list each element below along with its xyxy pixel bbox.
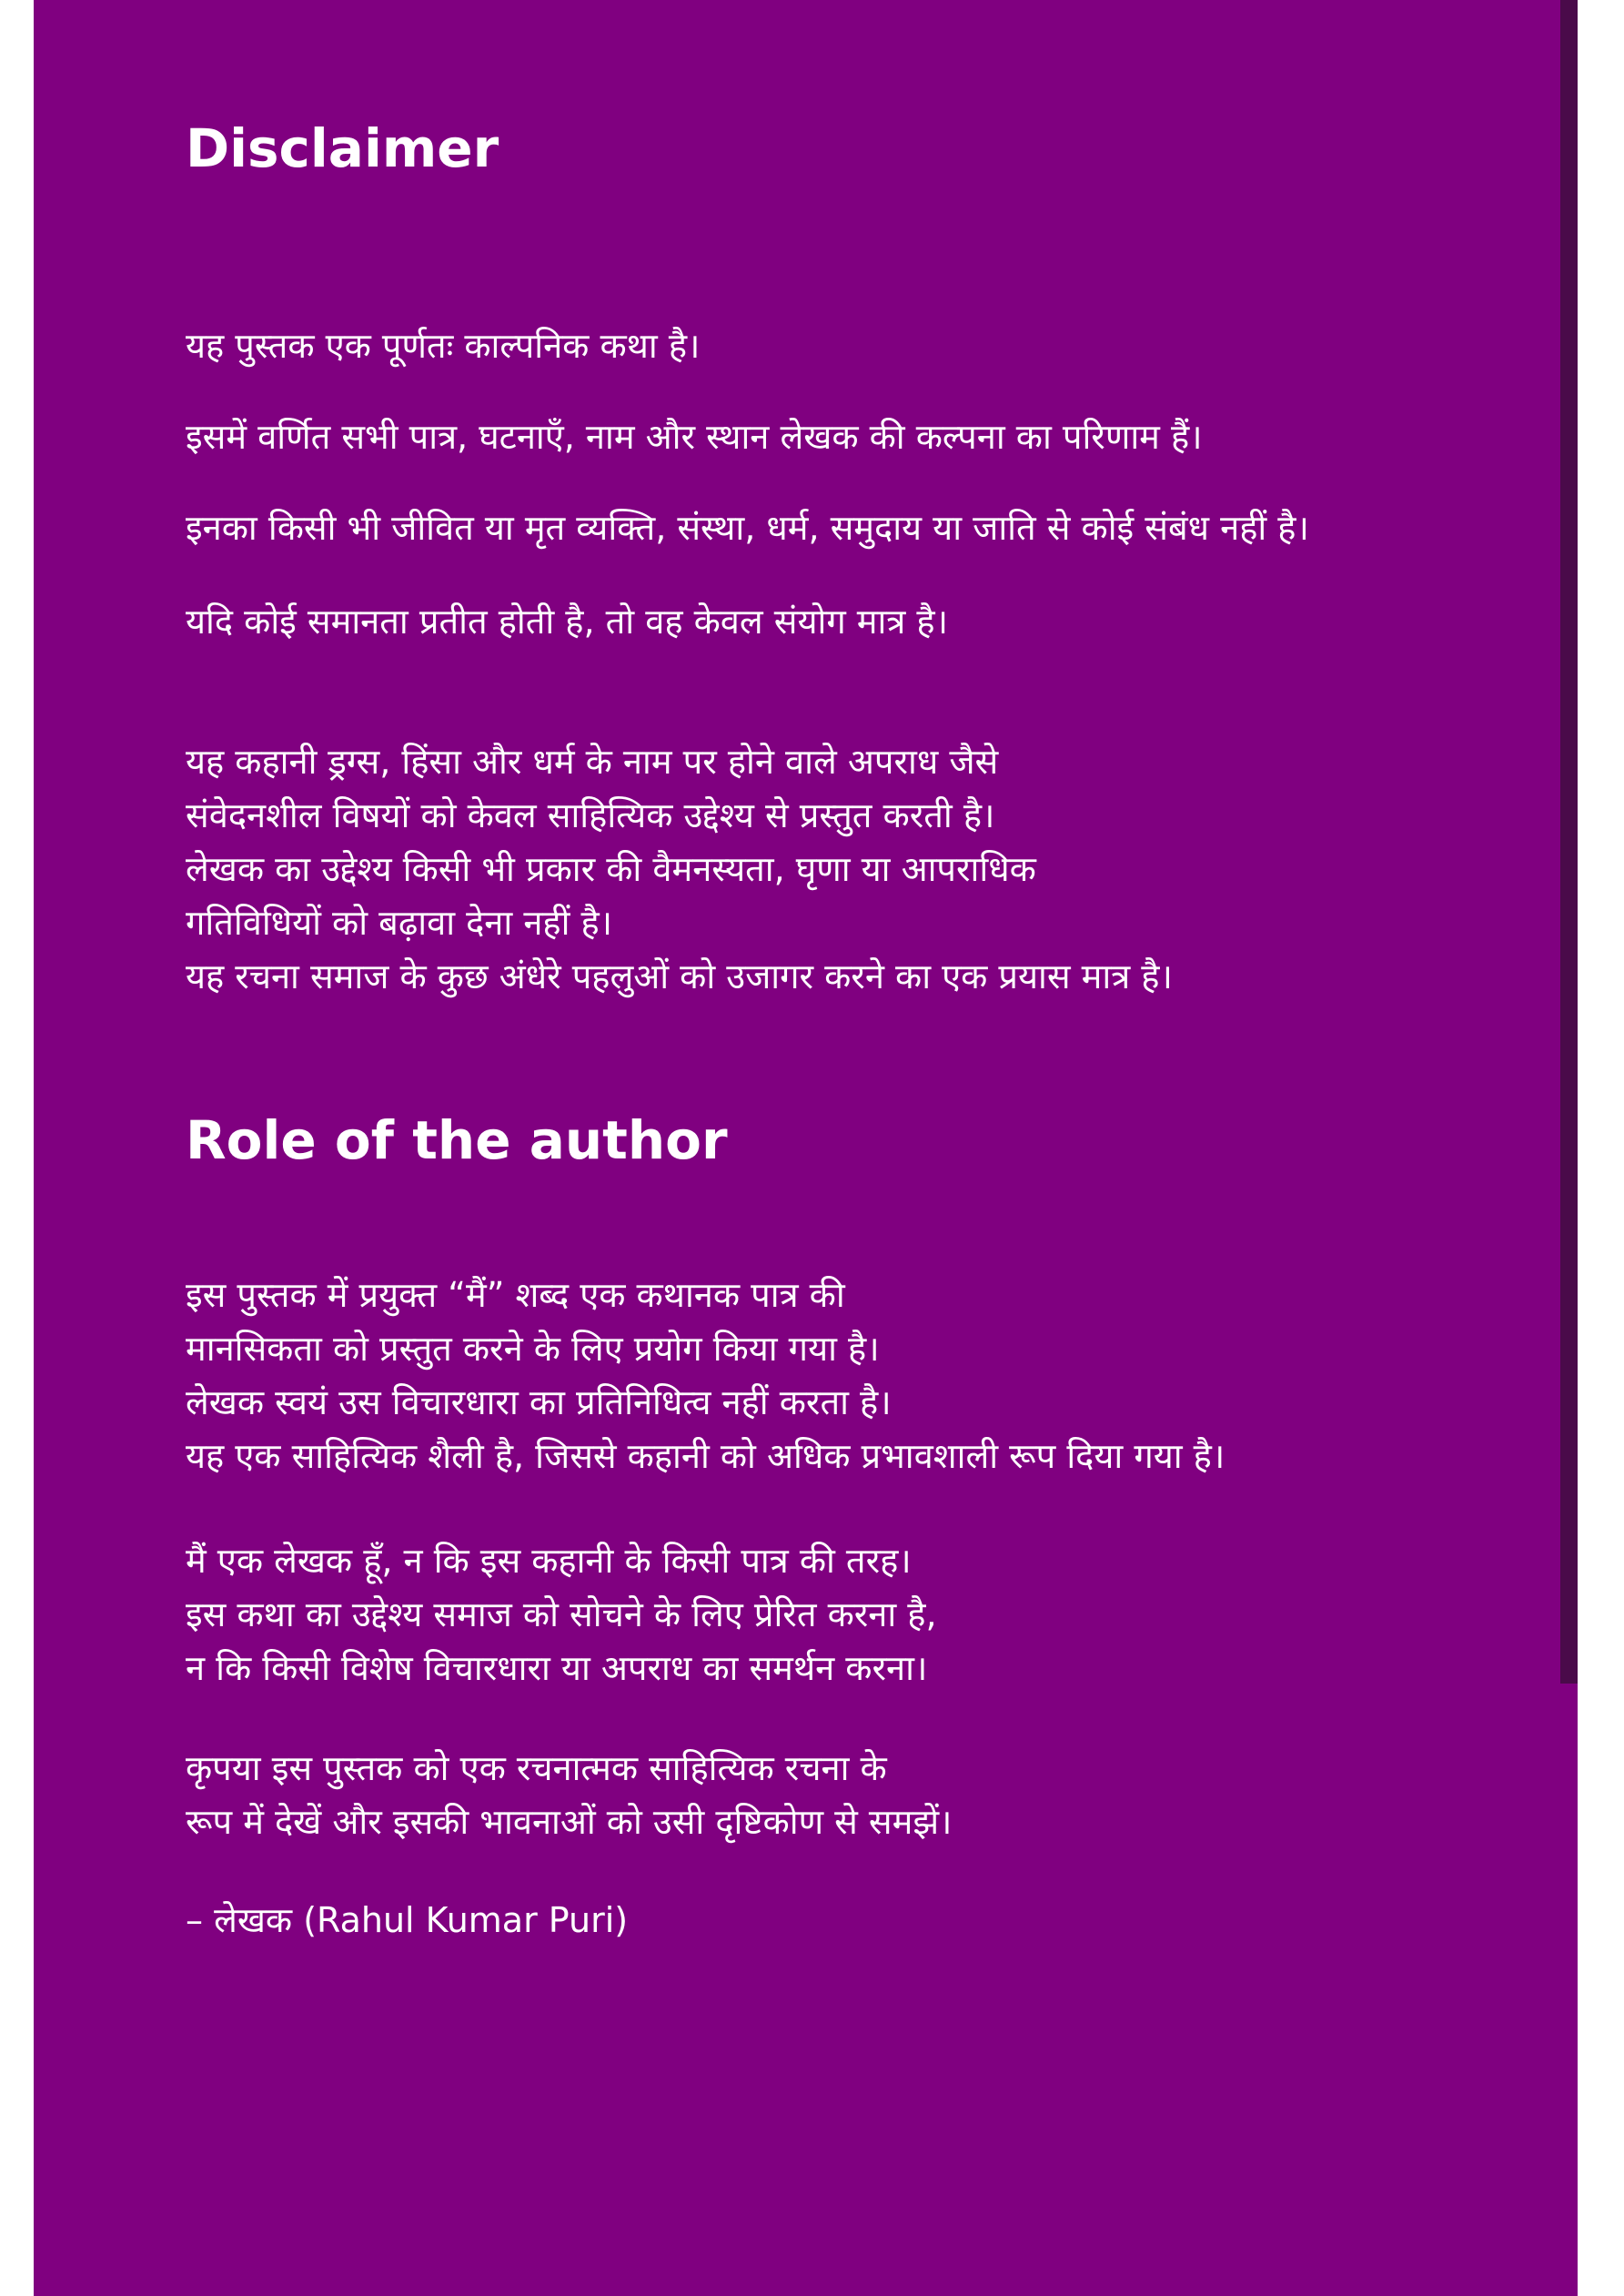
role-line: कृपया इस पुस्तक को एक रचनात्मक साहित्यिक रचना के: [186, 1748, 887, 1788]
page-background: [34, 0, 1578, 2296]
disclaimer-line: यह पुस्तक एक पूर्णतः काल्पनिक कथा है।: [186, 326, 701, 366]
disclaimer-line: इनका किसी भी जीवित या मृत व्यक्ति, संस्था, धर्म, समुदाय या जाति से कोई संबंध नहीं है।: [186, 508, 1309, 548]
disclaimer-line: यह कहानी ड्रग्स, हिंसा और धर्म के नाम पर होने वाले अपराध जैसे: [186, 742, 999, 782]
role-line: न कि किसी विशेष विचारधारा या अपराध का समर्थन करना।: [186, 1648, 928, 1688]
disclaimer-line: लेखक का उद्देश्य किसी भी प्रकार की वैमनस्यता, घृणा या आपराधिक: [186, 849, 1036, 889]
role-line: यह एक साहित्यिक शैली है, जिससे कहानी को अधिक प्रभावशाली रूप दिया गया है।: [186, 1436, 1226, 1476]
role-line: रूप में देखें और इसकी भावनाओं को उसी दृष्टिकोण से समझें।: [186, 1802, 953, 1842]
role-line: मानसिकता को प्रस्तुत करने के लिए प्रयोग किया गया है।: [186, 1329, 880, 1369]
scrollbar[interactable]: [1560, 0, 1578, 1684]
role-line: इस कथा का उद्देश्य समाज को सोचने के लिए प्रेरित करना है,: [186, 1594, 937, 1634]
role-line: लेखक स्वयं उस विचारधारा का प्रतिनिधित्व नहीं करता है।: [186, 1382, 892, 1422]
disclaimer-line: संवेदनशील विषयों को केवल साहित्यिक उद्देश्य से प्रस्तुत करती है।: [186, 795, 995, 835]
role-line: मैं एक लेखक हूँ, न कि इस कहानी के किसी पात्र की तरह।: [186, 1541, 912, 1581]
disclaimer-line: इसमें वर्णित सभी पात्र, घटनाएँ, नाम और स्थान लेखक की कल्पना का परिणाम हैं।: [186, 417, 1203, 457]
disclaimer-line: यह रचना समाज के कुछ अंधेरे पहलुओं को उजागर करने का एक प्रयास मात्र है।: [186, 956, 1173, 996]
disclaimer-line: गतिविधियों को बढ़ावा देना नहीं है।: [186, 903, 613, 943]
disclaimer-line: यदि कोई समानता प्रतीत होती है, तो वह केवल संयोग मात्र है।: [186, 602, 948, 642]
role-heading: Role of the author: [186, 1109, 728, 1171]
disclaimer-heading: Disclaimer: [186, 117, 499, 179]
role-line: इस पुस्तक में प्रयुक्त “मैं” शब्द एक कथानक पात्र की: [186, 1275, 845, 1315]
author-signature: – लेखक (Rahul Kumar Puri): [186, 1900, 629, 1940]
